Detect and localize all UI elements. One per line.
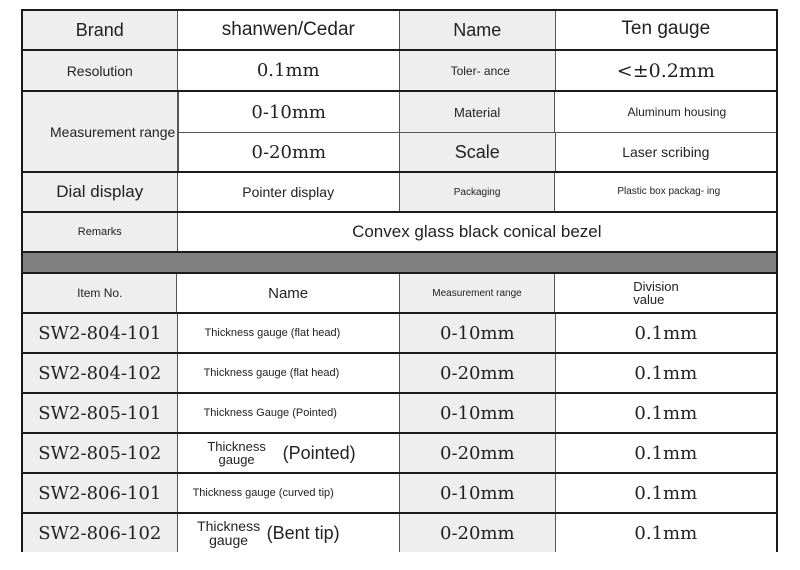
item-name: Thickness gauge (flat head) <box>178 314 400 352</box>
remarks-value: Convex glass black conical bezel <box>178 213 776 251</box>
resolution-value: 0.1mm <box>178 51 400 90</box>
resolution-label: Resolution <box>23 51 178 90</box>
item-no: SW2-804-102 <box>23 354 178 392</box>
range-value-1: 0-10mm <box>178 92 400 132</box>
scale-value: Laser scribing <box>556 133 776 171</box>
item-division: 0.1mm <box>556 354 776 392</box>
item-name <box>178 514 400 552</box>
item-range: 0-20mm <box>400 434 556 472</box>
item-range: 0-10mm <box>400 314 556 352</box>
item-no: SW2-806-102 <box>23 514 178 552</box>
dial-display-value: Pointer display <box>178 173 400 211</box>
item-range: 0-20mm <box>400 514 556 552</box>
item-name <box>178 434 400 472</box>
name-label: Name <box>400 11 556 49</box>
measurement-range-label: Measurement range <box>23 92 178 171</box>
spec-row-remarks <box>23 213 776 253</box>
remarks-label: Remarks <box>23 213 178 251</box>
spec-sheet <box>21 9 778 552</box>
items-header <box>23 274 776 314</box>
item-range: 0-10mm <box>400 394 556 432</box>
brand-label: Brand <box>23 11 178 49</box>
scale-label: Scale <box>400 133 556 171</box>
item-name-main: Thickness gauge <box>207 439 266 467</box>
col-header-name: Name <box>177 274 399 312</box>
item-range: 0-10mm <box>400 474 556 512</box>
section-divider <box>23 253 776 274</box>
tolerance-label: Toler- ance <box>400 51 556 90</box>
spec-row-brand <box>23 11 776 51</box>
item-name-main: Thickness gauge <box>197 518 261 548</box>
col-header-measurement-range: Measurement range <box>400 274 555 312</box>
col-header-item-no: Item No. <box>23 274 177 312</box>
spec-row-resolution <box>23 51 776 92</box>
table-row <box>23 314 776 354</box>
table-row <box>23 434 776 474</box>
table-row <box>23 474 776 514</box>
table-row <box>23 514 776 552</box>
brand-value: shanwen/Cedar <box>178 11 400 49</box>
table-row <box>23 394 776 434</box>
item-no: SW2-804-101 <box>23 314 178 352</box>
material-label: Material <box>400 92 556 132</box>
item-division: 0.1mm <box>556 434 776 472</box>
item-division: 0.1mm <box>556 314 776 352</box>
item-name: Thickness gauge (curved tip) <box>178 474 400 512</box>
item-division: 0.1mm <box>556 474 776 512</box>
item-division: 0.1mm <box>556 394 776 432</box>
col-header-division-value: Division value <box>555 274 776 312</box>
item-range: 0-20mm <box>400 354 556 392</box>
range-value-2: 0-20mm <box>178 133 400 171</box>
item-no: SW2-806-101 <box>23 474 178 512</box>
item-name: Thickness gauge (flat head) <box>178 354 400 392</box>
item-division: 0.1mm <box>556 514 776 552</box>
material-value: Aluminum housing <box>555 92 776 132</box>
table-row <box>23 354 776 394</box>
packaging-value: Plastic box packag- ing <box>555 173 776 211</box>
spec-row-dial <box>23 173 776 213</box>
packaging-label: Packaging <box>400 173 556 211</box>
item-no: SW2-805-102 <box>23 434 178 472</box>
item-no: SW2-805-101 <box>23 394 178 432</box>
item-name-suffix: (Bent tip) <box>266 522 340 543</box>
name-value: Ten gauge <box>556 11 776 49</box>
tolerance-value: <±0.2mm <box>556 51 776 90</box>
dial-display-label: Dial display <box>23 173 178 211</box>
item-name-suffix: (Pointed) <box>282 442 356 463</box>
item-name: Thickness Gauge (Pointed) <box>178 394 400 432</box>
